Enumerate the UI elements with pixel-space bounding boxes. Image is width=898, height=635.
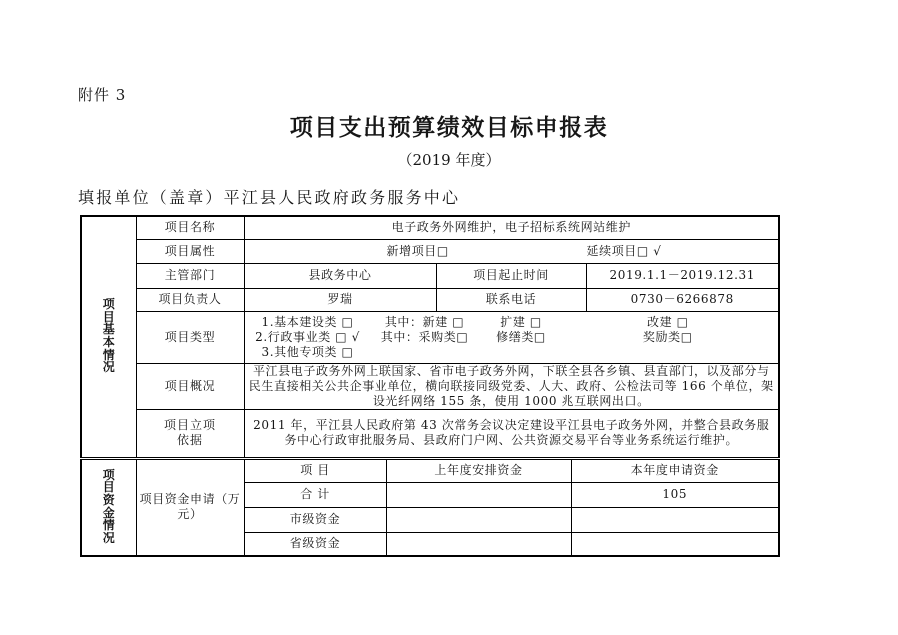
section-basic-info bbox=[81, 216, 136, 458]
type-new-build: 其中：新建 □ bbox=[384, 314, 465, 329]
label-funds-apply-text: 项目资金申请（万元） bbox=[139, 492, 241, 522]
row-project-type bbox=[81, 311, 779, 363]
section-funds-label: 项目资金情况 bbox=[102, 467, 115, 545]
funds-city-last-year bbox=[386, 507, 571, 532]
funds-total-this-year: 105 bbox=[571, 482, 779, 507]
label-project-basis-text: 项目立项依据 bbox=[163, 418, 216, 447]
option-new-project: 新增项目□ bbox=[386, 243, 449, 258]
label-period: 项目起止时间 bbox=[436, 263, 586, 288]
form-year: （2019 年度） bbox=[397, 151, 501, 169]
type-other-special: 3.其他专项类 □ bbox=[261, 344, 354, 359]
type-administrative: 2.行政事业类 □ √ bbox=[255, 329, 360, 344]
row-project-name bbox=[81, 216, 779, 239]
type-renovation: 改建 □ bbox=[646, 314, 689, 329]
value-project-type bbox=[244, 311, 779, 363]
col-header-last-year: 上年度安排资金 bbox=[386, 458, 571, 482]
option-continued-project: 延续项目□ √ bbox=[586, 243, 662, 258]
funds-item-city: 市级资金 bbox=[244, 507, 386, 532]
label-project-overview: 项目概况 bbox=[136, 363, 244, 409]
col-header-item: 项 目 bbox=[244, 458, 386, 482]
row-department-period bbox=[81, 263, 779, 288]
value-department: 县政务中心 bbox=[244, 263, 436, 288]
type-reward: 奖励类□ bbox=[642, 329, 693, 344]
value-project-basis: 2011 年，平江县人民政府第 43 次常务会议决定建设平江县电子政务外网，并整合县政务服务中心行政审批服务局、县政府门户网、公共资源交易平台等业务系统运行维护。 bbox=[244, 409, 779, 458]
section-funds bbox=[81, 458, 136, 556]
type-expansion: 扩建 □ bbox=[500, 314, 542, 329]
attachment-number: 附件 3 bbox=[78, 86, 127, 104]
col-header-this-year: 本年度申请资金 bbox=[571, 458, 779, 482]
funds-province-this-year bbox=[571, 532, 779, 556]
project-type-row-1 bbox=[248, 315, 776, 330]
budget-target-form-table bbox=[80, 215, 780, 557]
section-basic-info-label: 项目基本情况 bbox=[102, 297, 115, 375]
value-project-attribute bbox=[244, 239, 779, 263]
label-manager: 项目负责人 bbox=[136, 288, 244, 311]
row-project-attribute bbox=[81, 239, 779, 263]
row-project-basis bbox=[81, 409, 779, 458]
value-manager: 罗瑞 bbox=[244, 288, 436, 311]
funds-item-province: 省级资金 bbox=[244, 532, 386, 556]
row-project-overview bbox=[81, 363, 779, 409]
row-funds-header bbox=[81, 458, 779, 482]
type-capital-construction: 1.基本建设类 □ bbox=[261, 314, 354, 329]
project-type-row-3 bbox=[248, 345, 776, 360]
label-department: 主管部门 bbox=[136, 263, 244, 288]
value-period: 2019.1.1－2019.12.31 bbox=[586, 263, 779, 288]
project-attribute-options bbox=[248, 240, 776, 263]
form-title: 项目支出预算绩效目标申报表 bbox=[289, 115, 609, 141]
filing-unit: 填报单位（盖章）平江县人民政府政务服务中心 bbox=[78, 188, 461, 207]
value-phone: 0730－6266878 bbox=[586, 288, 779, 311]
row-manager-phone bbox=[81, 288, 779, 311]
project-type-row-2 bbox=[248, 330, 776, 345]
value-project-overview: 平江县电子政务外网上联国家、省市电子政务外网，下联全县各乡镇、县直部门，以及部分与民生直接相关公共企事业单位，横向联接同级党委、人大、政府、公检法司等 166 个单位，架设光纤网络 155 条，使用 1000 兆互联网出口。 bbox=[244, 363, 779, 409]
funds-city-this-year bbox=[571, 507, 779, 532]
funds-province-last-year bbox=[386, 532, 571, 556]
value-project-name: 电子政务外网维护，电子招标系统网站维护 bbox=[244, 216, 779, 239]
label-project-attribute: 项目属性 bbox=[136, 239, 244, 263]
funds-item-total: 合 计 bbox=[244, 482, 386, 507]
type-procurement: 其中：采购类□ bbox=[380, 329, 469, 344]
label-project-basis bbox=[136, 409, 244, 458]
label-funds-apply bbox=[136, 458, 244, 556]
label-project-type: 项目类型 bbox=[136, 311, 244, 363]
label-project-name: 项目名称 bbox=[136, 216, 244, 239]
type-repair: 修缮类□ bbox=[496, 329, 546, 344]
label-phone: 联系电话 bbox=[436, 288, 586, 311]
funds-total-last-year bbox=[386, 482, 571, 507]
